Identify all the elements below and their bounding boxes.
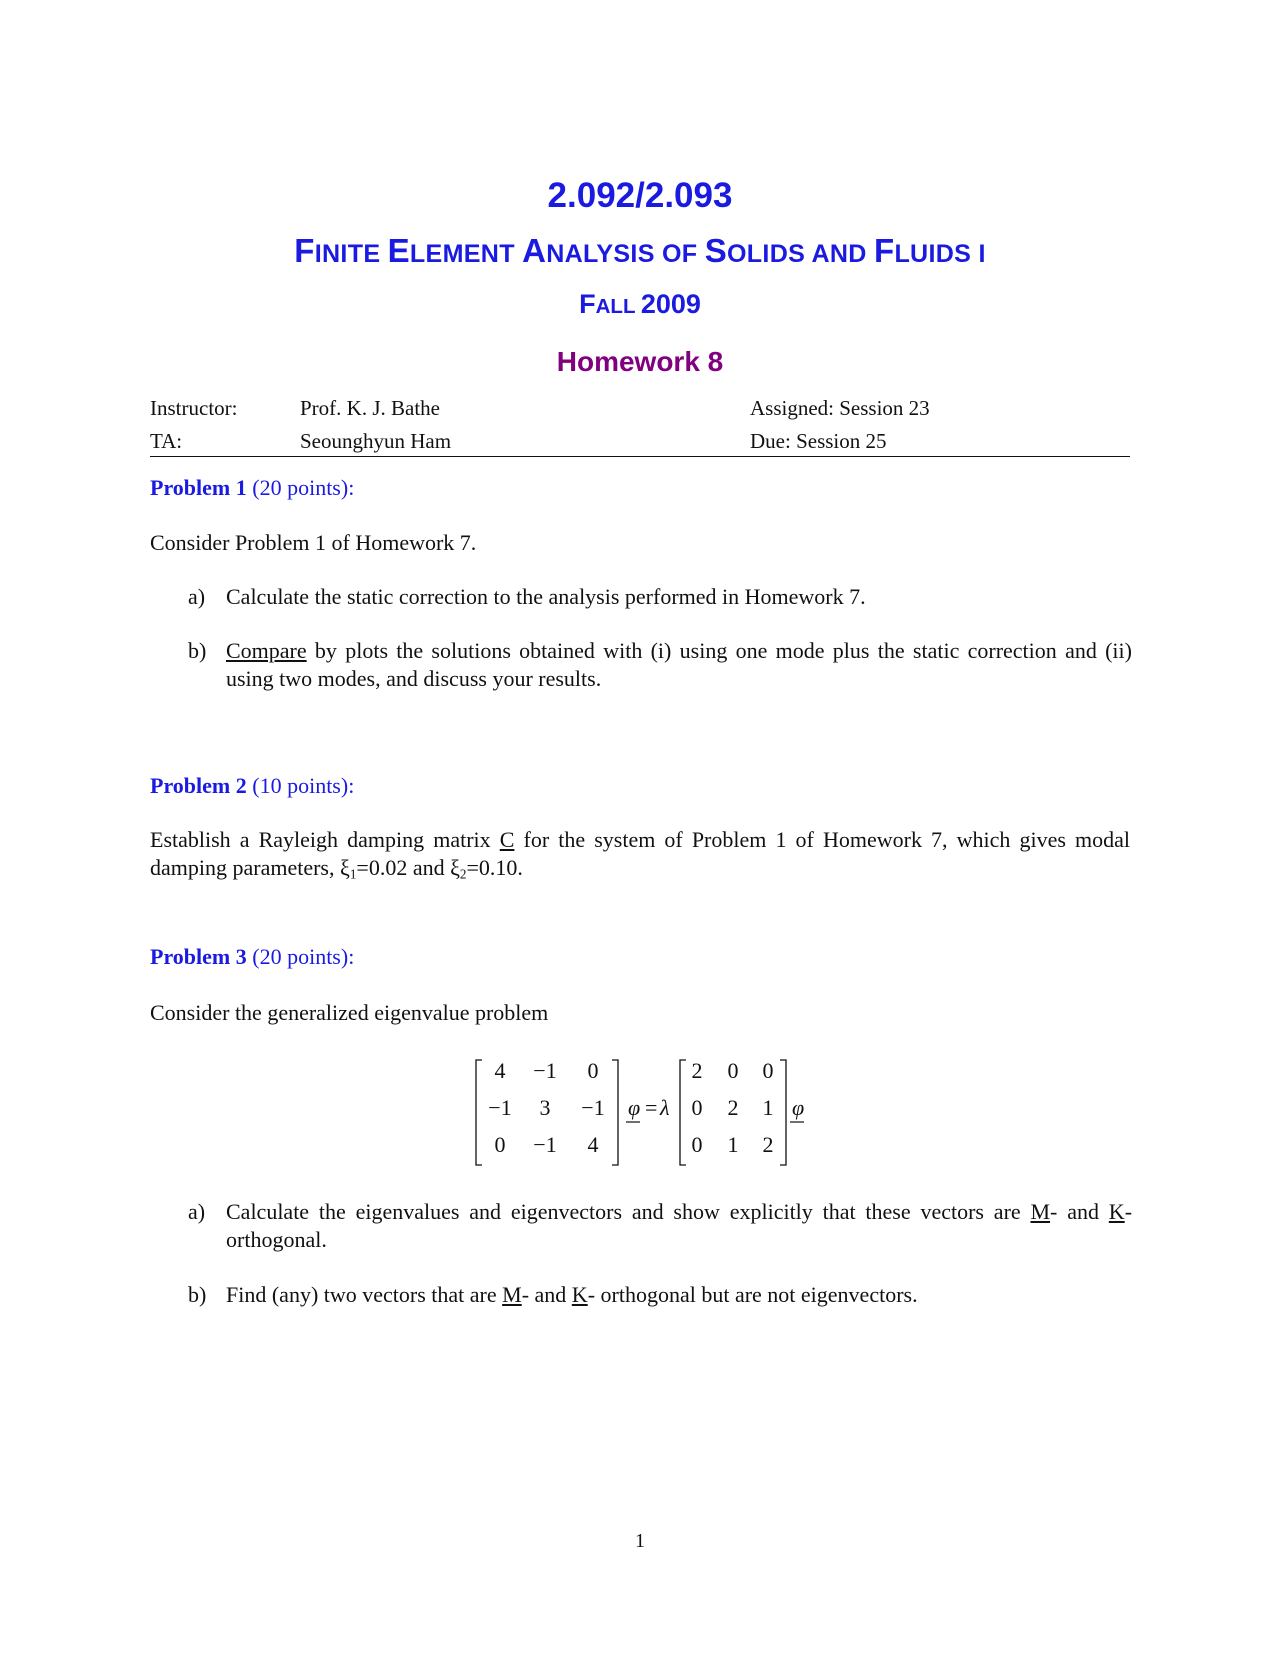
k-entry: 0 bbox=[494, 1132, 506, 1157]
problem-3-part-a: a) Calculate the eigenvalues and eigenvectors and show explicitly that these vectors are M- and K- orthogonal. bbox=[188, 1199, 1133, 1252]
m-entry: 1 bbox=[727, 1132, 739, 1157]
problem-1-part-a: a) Calculate the static correction to the analysis performed in Homework 7. bbox=[188, 584, 866, 609]
homework-title: Homework 8 bbox=[556, 346, 724, 377]
m-entry: 2 bbox=[691, 1058, 703, 1083]
m-entry: 0 bbox=[691, 1132, 703, 1157]
k-entry: 0 bbox=[587, 1058, 599, 1083]
problem-3-intro: Consider the generalized eigenvalue problem bbox=[150, 1000, 549, 1025]
problem-3-heading: Problem 3 (20 points): bbox=[150, 944, 355, 969]
lambda-symbol: λ bbox=[660, 1095, 670, 1120]
m-left-bracket bbox=[680, 1060, 686, 1165]
k-entry: −1 bbox=[581, 1095, 605, 1120]
page-number: 1 bbox=[635, 1530, 645, 1552]
m-entry: 1 bbox=[762, 1095, 774, 1120]
k-right-bracket bbox=[612, 1060, 618, 1165]
m-entry: 2 bbox=[762, 1132, 774, 1157]
problem-2-heading: Problem 2 (10 points): bbox=[150, 773, 355, 798]
m-entry: 0 bbox=[727, 1058, 739, 1083]
m-entry: 0 bbox=[691, 1095, 703, 1120]
term: FALL 2009 bbox=[579, 289, 701, 319]
course-title: FINITE ELEMENT ANALYSIS OF SOLIDS AND FLUIDS I bbox=[294, 232, 986, 269]
problem-1-intro: Consider Problem 1 of Homework 7. bbox=[150, 530, 477, 555]
problem-1-part-b: b) Compare by plots the solutions obtained with (i) using one mode plus the static correction and (ii) using two modes, and discuss your results. bbox=[188, 638, 1132, 691]
ta-label: TA: bbox=[150, 429, 183, 453]
problem-3-part-b: b) Find (any) two vectors that are M- and K- orthogonal but are not eigenvectors. bbox=[188, 1282, 918, 1307]
instructor-label: Instructor: bbox=[150, 396, 238, 420]
phi-symbol: φ bbox=[792, 1095, 805, 1120]
phi-symbol: φ bbox=[628, 1095, 641, 1120]
equals-sign: = bbox=[645, 1095, 658, 1120]
m-entry: 2 bbox=[727, 1095, 739, 1120]
assigned-session: Assigned: Session 23 bbox=[750, 396, 930, 420]
k-entry: 4 bbox=[494, 1058, 506, 1083]
m-entry: 0 bbox=[762, 1058, 774, 1083]
k-left-bracket bbox=[476, 1060, 482, 1165]
instructor-name: Prof. K. J. Bathe bbox=[300, 396, 440, 420]
problem-1-heading: Problem 1 (20 points): bbox=[150, 475, 355, 500]
k-entry: 3 bbox=[539, 1095, 551, 1120]
m-right-bracket bbox=[780, 1060, 786, 1165]
problem-2-text: Establish a Rayleigh damping matrix C for the system of Problem 1 of Homework 7, which gives modal damping parameters, $\xi_1=0.02$ and $\xi_2=0.10$. bbox=[150, 827, 1130, 882]
k-entry: −1 bbox=[488, 1095, 512, 1120]
ta-name: Seounghyun Ham bbox=[300, 429, 452, 453]
k-entry: −1 bbox=[533, 1132, 557, 1157]
header-divider bbox=[150, 456, 1130, 457]
k-entry: −1 bbox=[533, 1058, 557, 1083]
k-entry: 4 bbox=[587, 1132, 599, 1157]
due-session: Due: Session 25 bbox=[750, 429, 887, 453]
course-number: 2.092/2.093 bbox=[547, 176, 733, 215]
